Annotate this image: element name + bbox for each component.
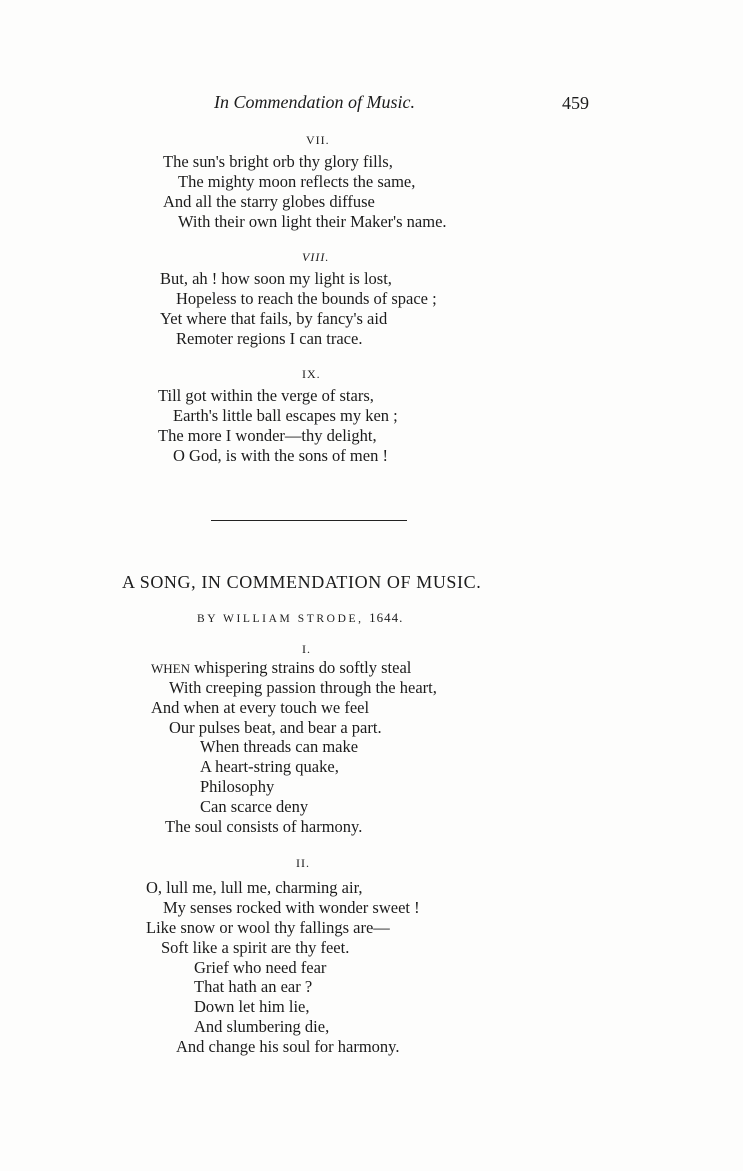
verse-line: A heart-string quake, [200, 757, 339, 776]
verse-line: The soul consists of harmony. [165, 817, 363, 836]
verse-line: Remoter regions I can trace. [176, 329, 363, 348]
verse-line: Hopeless to reach the bounds of space ; [176, 289, 437, 308]
running-header-title: In Commendation of Music. [214, 92, 415, 112]
song-byline [197, 610, 403, 626]
byline-year: 1644. [369, 610, 404, 625]
stanza-numeral-i: I. [302, 642, 311, 656]
verse-line: And all the starry globes diffuse [163, 192, 375, 211]
verse-line: Grief who need fear [194, 958, 327, 977]
verse-line: Down let him lie, [194, 997, 310, 1016]
first-line-rest: whispering strains do softly steal [190, 658, 412, 677]
section-divider-rule [211, 520, 407, 521]
verse-line: And slumbering die, [194, 1017, 330, 1036]
verse-line: My senses rocked with wonder sweet ! [163, 898, 420, 917]
byline-author: BY WILLIAM STRODE, [197, 613, 364, 625]
verse-line: Till got within the verge of stars, [158, 386, 374, 405]
verse-line: With their own light their Maker's name. [178, 212, 447, 231]
stanza-numeral-viii: VIII. [302, 250, 330, 264]
verse-line: The sun's bright orb thy glory fills, [163, 152, 393, 171]
first-word-small-caps: WHEN [151, 661, 190, 676]
verse-line: O, lull me, lull me, charming air, [146, 878, 363, 897]
verse-line: Our pulses beat, and bear a part. [169, 718, 382, 737]
verse-line: The mighty moon reflects the same, [178, 172, 416, 191]
stanza-numeral-ix: IX. [302, 367, 321, 381]
verse-line: O God, is with the sons of men ! [173, 446, 388, 465]
stanza-numeral-ii: II. [296, 856, 310, 870]
verse-line: Earth's little ball escapes my ken ; [173, 406, 398, 425]
stanza-numeral-vii: VII. [306, 133, 330, 147]
verse-line: And when at every touch we feel [151, 698, 370, 717]
verse-line: With creeping passion through the heart, [169, 678, 437, 697]
page-number: 459 [562, 93, 589, 113]
verse-line: Can scarce deny [200, 797, 309, 816]
song-title: A SONG, IN COMMENDATION OF MUSIC. [122, 572, 482, 592]
verse-line: Soft like a spirit are thy feet. [161, 938, 350, 957]
verse-line: Philosophy [200, 777, 275, 796]
verse-line: And change his soul for harmony. [176, 1037, 400, 1056]
verse-line: Like snow or wool thy fallings are— [146, 918, 390, 937]
verse-line: That hath an ear ? [194, 977, 313, 996]
verse-line-first [151, 658, 411, 678]
verse-line: When threads can make [200, 737, 359, 756]
verse-line: The more I wonder—thy delight, [158, 426, 377, 445]
verse-line: Yet where that fails, by fancy's aid [160, 309, 388, 328]
verse-line: But, ah ! how soon my light is lost, [160, 269, 392, 288]
